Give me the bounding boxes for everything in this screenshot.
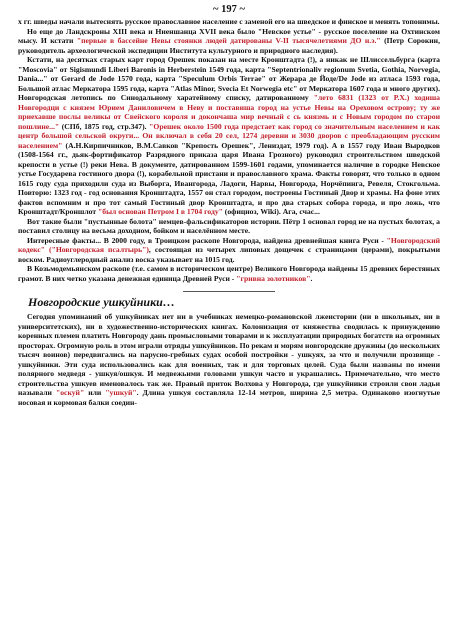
paragraph-text: . [310, 273, 313, 283]
section-text [18, 312, 440, 407]
paragraph-text: Интересные факты... В 2000 году, в Троицком раскопе Новгорода, найдена древнейшая книга Руси - [27, 235, 387, 245]
paragraph-text: . Длина ушкуя составляла 12-14 метров, ширина 2,5 метра. Одинаково изогнутые носовая и кормовая балки соедин- [18, 388, 440, 407]
paragraph-text: Сегодня упоминаний об ушкуйниках нет ни в учебниках немецко-романовской лжеистории (ни в школьных, ни в университетских), ни в художественно-исторических книгах. Колонизация от княжества сводилась к принуждению коренных племен платить Новгороду дань промысловыми товарами и к эксплуатации природных богатств на огромных просторах. Огромную роль в этом играли отряды ушкуйников. По рекам и морям новгородские дружины (до нескольких тысяч воинов) передвигались на парусно-гребных судах особой постройки - ушкуях, за что и получили прозвище - ушкуйники. Эти суда использовались как для военных, так и для торговых целей. Суда были названы по имени полярного медведя - ушкуя/ошкуя. И медвежьими головами ушкуи часто и украшались. Примечательно, что место строительства ушкуев именовалось так же. Правый приток Волхова у Новгорода, где ушкуйники строили свои ладьи называли [18, 312, 440, 397]
paragraph-text: , состоящая из четырех липовых дощечек с страницами (церами), покрытыми воском. Радиоуглеродный анализ воска указывает на 1015 год. [18, 245, 440, 264]
quote-link[interactable]: "Орешек около 1500 года предстает как город со значительным населением и как центр большой сельской округи... Он включал в себя 20 сел, 1274 деревни и 3030 дворов с преобладающим русским населением" [18, 121, 440, 150]
paragraph-text: Но еще до Ландскроны XIII века и Ниеншанца XVII века было "Невское устье" - русское поселение на Охтинском мысу. И кстати [18, 26, 440, 45]
section-heading: Новгородские ушкуйники… [28, 295, 175, 309]
paragraph-text: х гг. шведы начали вытеснять русское православное население с заменой его на шведское и финское и менять топонимы. [18, 17, 440, 26]
paragraph-text: или [84, 388, 106, 397]
paragraph [18, 27, 440, 56]
paragraph-text: (Петр Сорокин, руководитель археологической экспедиции Института культурного и природного наследия). [18, 36, 440, 55]
section-divider [183, 291, 275, 292]
paragraph [18, 217, 440, 236]
paragraph [18, 264, 440, 283]
quote-link[interactable]: "ушкуй" [105, 388, 137, 397]
paragraph [18, 55, 440, 217]
paragraph-text: (А.Н.Кирпичников, В.М.Савков "Крепость Орешек", Лениздат, 1979 год). А в 1557 году Иван Выродков (1508-1564 гг., дьяк-фортификатор Разрядного приказа царя Ивана Грозного) руководил строительством шведской крепости в устье (!) реки Нева. В документе, датированном 1599-1601 годами, упоминается наличие в городке Невское устье Государева гостиного двора (!), корабельной пристани и православного храма. Факты говорят, что только в одном 1615 году суда приходили суда из Выборга, Ивангорода, Ладоги, Нарвы, Новгорода, Норчёпинга, Ревеля, Стокгольма. Повторю: 1323 год - год основания Кронштадта, 1557 он стал городом, построены Гостиный Двор и храмы. На фоне этих фактов вспомним и про тот самый Гостиный двор Кронштадта, и про два старых собора города, и про ложь, что Кронштадт/Кроншлот [18, 140, 440, 216]
quote-link[interactable]: "лето 6831 (1323 от Р.Х.) ходиша Новгородци с князем Юрием Даниловичем в Неву и поставиша город на устье Невы на Ореховом острову; ту же приехавше послы великы от Свейского короля и докончаша мир вечный с сь князмь и с Новым городом по старои пошлине..." [18, 93, 440, 131]
quote-link[interactable]: "гривна золотников" [236, 273, 311, 283]
quote-link[interactable]: "был основан Петром I в 1704 году" [98, 207, 223, 216]
paragraph-text: В Козьмодемьянском раскопе (т.е. самом в историческом центре) Великого Новгорода найдены 15 древних берестяных грамот. В них четко указана денежная единица Древней Руси - [18, 264, 440, 283]
paragraph-text: (официоз, Wiki). Ага, счас... [222, 207, 320, 216]
quote-link[interactable]: "первые в бассейне Невы стоянки людей датированы V-II тысячелетиями ДО н.э." [76, 36, 381, 45]
quote-link[interactable]: "оскуй" [55, 388, 85, 397]
paragraph-text: Кстати, на десятках старых карт город Орешек показан на месте Кронштадта (!), а никак не Шлиссельбурга (карта "Moscovia" от Sigismundi Liberi Baronis in Herberstein 1549 года, карта "Septentrionaliv regionum Svetia, Gothia, Norvegia, Dania..." от Gerard de Jode 1570 года, карта "Speculum Orbis Terrae" от Жерара де Йоде/De Jode из атласа 1593 года, Большой атлас Меркатора 1595 года, карта "Atlas Minor, Svecia Et Norwegia etc" от Меркатора 1607 года и много других). Новгородская летопись по Синодальному харатейному списку, датированному [18, 55, 440, 102]
paragraph [18, 17, 440, 27]
body-text [18, 17, 440, 283]
paragraph-text: Вот такие были "пустынные болота" немцев-фальсификаторов истории. Пётр 1 основал город не на пустых болотах, а поставил столицу на весьма доходном, бойком и населённом месте. [18, 216, 440, 235]
quote-link[interactable]: "Новгородский кодекс" ("Новгородская псалтырь") [18, 235, 440, 254]
page-number: ~ 197 ~ [213, 4, 245, 15]
paragraph-text: (СПб, 1875 год, стр.347). [59, 121, 150, 131]
paragraph [18, 236, 440, 265]
paragraph [18, 312, 440, 407]
